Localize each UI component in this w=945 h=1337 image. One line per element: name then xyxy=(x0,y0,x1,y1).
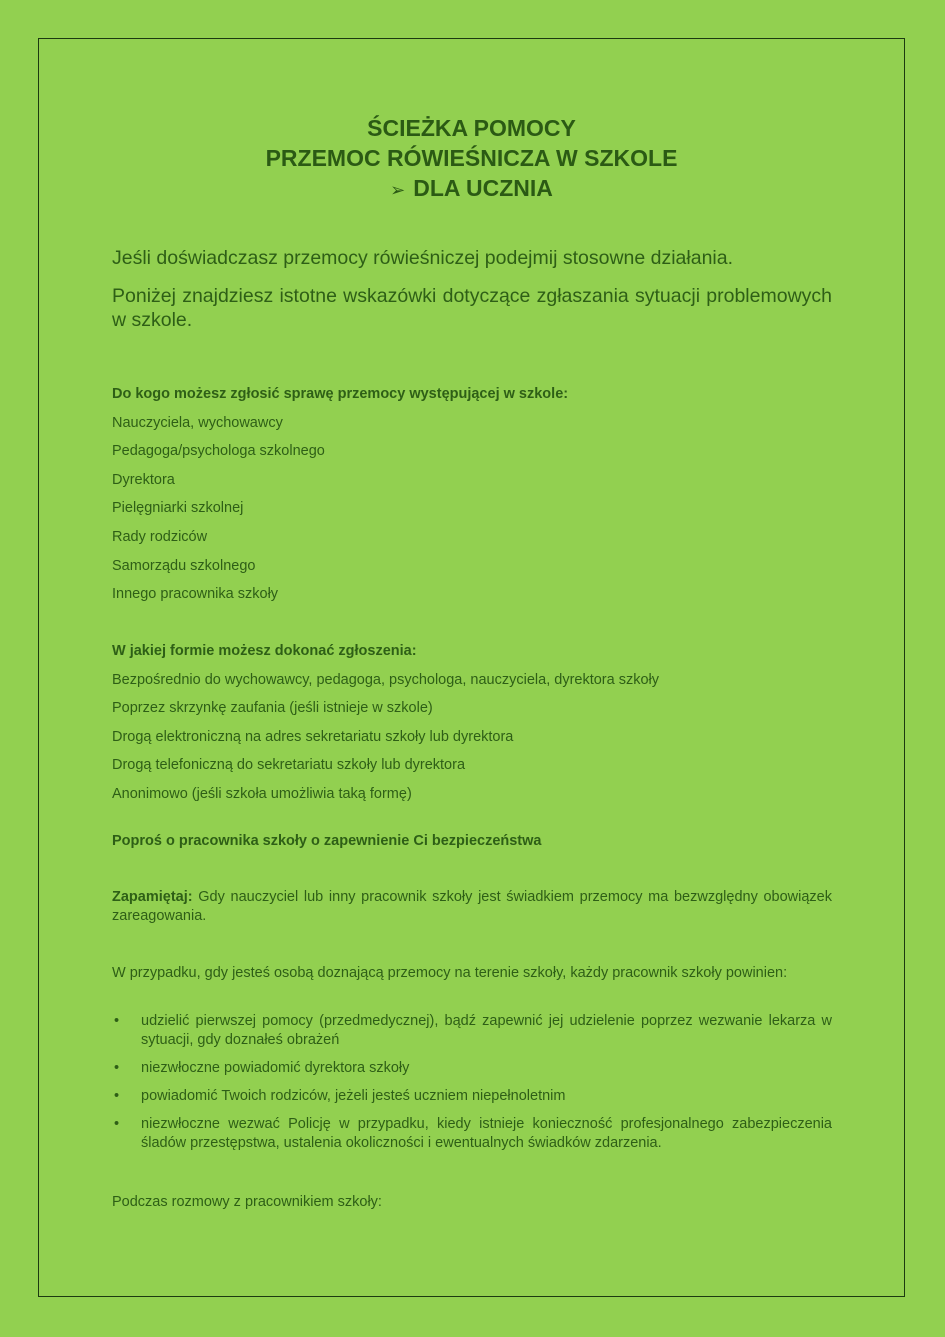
how-item: Bezpośrednio do wychowawcy, pedagoga, psychologa, nauczyciela, dyrektora szkoły xyxy=(112,671,660,688)
intro-line-2: Poniżej znajdziesz istotne wskazówki dotyczące zgłaszania sytuacji problemowych w szkole. xyxy=(112,285,832,331)
document-title xyxy=(38,113,905,205)
who-heading: Do kogo możesz zgłosić sprawę przemocy występującej w szkole: xyxy=(112,386,569,402)
bullet-icon: • xyxy=(114,1116,120,1132)
duties-list xyxy=(112,1012,832,1162)
how-section xyxy=(112,640,832,812)
duty-item xyxy=(112,1115,832,1153)
who-item: Rady rodziców xyxy=(112,528,208,545)
duty-text: udzielić pierwszej pomocy (przedmedycznej), bądź zapewnić jej udzielenie poprzez wezwanie lekarza w sytuacji, gdy doznałeś obrażeń xyxy=(141,1013,832,1048)
how-item: Drogą telefoniczną do sekretariatu szkoły lub dyrektora xyxy=(112,757,466,774)
who-item: Dyrektora xyxy=(112,471,175,488)
duty-item xyxy=(112,1087,832,1106)
title-line-3 xyxy=(38,173,905,205)
title-line-2: PRZEMOC RÓWIEŚNICZA W SZKOLE xyxy=(265,145,678,171)
intro-line-1: Jeśli doświadczasz przemocy rówieśniczej podejmij stosowne działania. xyxy=(112,247,734,269)
remember-text: Gdy nauczyciel lub inny pracownik szkoły jest świadkiem przemocy ma bezwzględny obowiązek zareagowania. xyxy=(112,889,832,924)
safety-heading: Poproś o pracownika szkoły o zapewnienie Ci bezpieczeństwa xyxy=(112,833,542,849)
who-section xyxy=(112,383,832,612)
duty-text: niezwłoczne powiadomić dyrektora szkoły xyxy=(141,1060,410,1076)
bullet-icon: • xyxy=(114,1060,120,1076)
duty-item xyxy=(112,1059,832,1078)
title-line-3-text: DLA UCZNIA xyxy=(413,175,553,201)
duty-text: powiadomić Twoich rodziców, jeżeli jesteś uczniem niepełnoletnim xyxy=(141,1088,566,1104)
conversation-paragraph: Podczas rozmowy z pracownikiem szkoły: xyxy=(112,1194,382,1210)
who-item: Innego pracownika szkoły xyxy=(112,586,279,603)
bullet-icon: • xyxy=(114,1088,120,1104)
remember-label: Zapamiętaj: xyxy=(112,889,193,905)
duty-text: niezwłoczne wezwać Policję w przypadku, kiedy istnieje konieczność profesjonalnego zabezpieczenia śladów przestępstwa, ustalenia okoliczności i ewentualnych świadków zdarzenia. xyxy=(141,1116,832,1151)
how-item: Poprzez skrzynkę zaufania (jeśli istnieje w szkole) xyxy=(112,700,433,717)
how-item: Anonimowo (jeśli szkoła umożliwia taką formę) xyxy=(112,785,412,802)
title-line-1: ŚCIEŻKA POMOCY xyxy=(367,115,576,141)
who-item: Nauczyciela, wychowawcy xyxy=(112,414,283,431)
safety-section xyxy=(112,830,832,852)
arrow-bullet-icon: ➢ xyxy=(390,180,406,200)
how-item: Drogą elektroniczną na adres sekretariatu szkoły lub dyrektora xyxy=(112,728,514,745)
who-item: Samorządu szkolnego xyxy=(112,557,256,574)
bullet-icon: • xyxy=(114,1013,120,1029)
remember-paragraph xyxy=(112,888,832,926)
who-item: Pielęgniarki szkolnej xyxy=(112,500,244,517)
how-heading: W jakiej formie możesz dokonać zgłoszenia: xyxy=(112,643,417,659)
case-paragraph: W przypadku, gdy jesteś osobą doznającą przemocy na terenie szkoły, każdy pracownik szkoły powinien: xyxy=(112,965,788,981)
duty-item xyxy=(112,1012,832,1050)
who-item: Pedagoga/psychologa szkolnego xyxy=(112,443,325,460)
